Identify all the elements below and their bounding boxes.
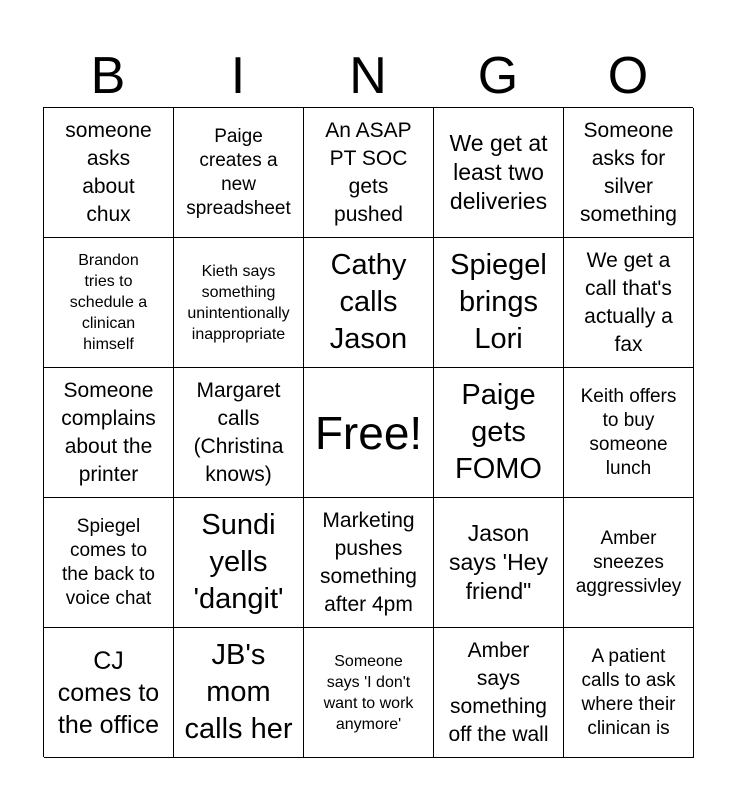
cell-text: JB's mom calls her [184,639,293,745]
cell-text: Cathy calls Jason [329,249,408,355]
bingo-cell-r2-c3[interactable] [304,238,434,368]
header-letter-n: N [349,47,387,105]
header-letter-g: G [477,47,519,105]
bingo-cell-r2-c4[interactable] [434,238,564,368]
bingo-cell-r1-c1[interactable] [44,108,174,238]
cell-text: Jason says 'Hey friend" [449,520,548,604]
cell-text: A patient calls to ask where their clinican is [581,645,676,739]
bingo-cell-r5-c2[interactable] [174,628,304,758]
bingo-cell-r3-c2[interactable] [174,368,304,498]
cell-text: Keith offers to buy someone lunch [580,385,677,479]
cell-text: Someone complains about the printer [61,378,156,486]
cell-text: Amber says something off the wall [448,638,549,746]
header-letter-i: I [230,47,246,105]
bingo-cell-r2-c1[interactable] [44,238,174,368]
bingo-cell-r5-c1[interactable] [44,628,174,758]
bingo-cell-r4-c2[interactable] [174,498,304,628]
bingo-cell-r4-c5[interactable] [564,498,694,628]
bingo-cell-r4-c3[interactable] [304,498,434,628]
cell-text: Someone asks for silver something [580,118,677,226]
cell-text: Spiegel comes to the back to voice chat [62,515,155,609]
cell-text: Paige creates a new spreadsheet [186,125,291,219]
cell-text: Spiegel brings Lori [450,249,547,355]
bingo-cell-r4-c1[interactable] [44,498,174,628]
bingo-cell-r1-c4[interactable] [434,108,564,238]
cell-text: CJ comes to the office [57,646,160,739]
cell-text: Brandon tries to schedule a clinican himself [69,252,148,353]
bingo-cell-r5-c5[interactable] [564,628,694,758]
bingo-cell-r2-c2[interactable] [174,238,304,368]
bingo-cell-r3-c5[interactable] [564,368,694,498]
cell-text: An ASAP PT SOC gets pushed [325,118,412,226]
header-letter-b: B [90,47,126,105]
bingo-cell-r1-c3[interactable] [304,108,434,238]
cell-text: someone asks about chux [65,118,152,226]
cell-text: We get a call that's actually a fax [584,248,673,356]
cell-text: Someone says 'I don't want to work anymore' [323,652,414,733]
bingo-cell-r5-c4[interactable] [434,628,564,758]
cell-text: We get at least two deliveries [449,130,548,214]
bingo-cell-r1-c2[interactable] [174,108,304,238]
cell-text: Kieth says something unintentionally inappropriate [187,262,290,343]
cell-text: Paige gets FOMO [455,379,542,485]
free-space-text: Free! [314,406,423,459]
header-letter-o: O [607,47,649,105]
bingo-cell-r4-c4[interactable] [434,498,564,628]
bingo-cell-r5-c3[interactable] [304,628,434,758]
bingo-cell-r3-c1[interactable] [44,368,174,498]
bingo-cell-free[interactable] [304,368,434,498]
bingo-cell-r3-c4[interactable] [434,368,564,498]
cell-text: Sundi yells 'dangit' [193,509,284,615]
cell-text: Margaret calls (Christina knows) [193,378,284,486]
bingo-header [43,45,693,107]
bingo-cell-r2-c5[interactable] [564,238,694,368]
bingo-cell-r1-c5[interactable] [564,108,694,238]
cell-text: Amber sneezes aggressivley [575,527,682,597]
bingo-grid [43,107,693,757]
cell-text: Marketing pushes something after 4pm [320,508,417,616]
